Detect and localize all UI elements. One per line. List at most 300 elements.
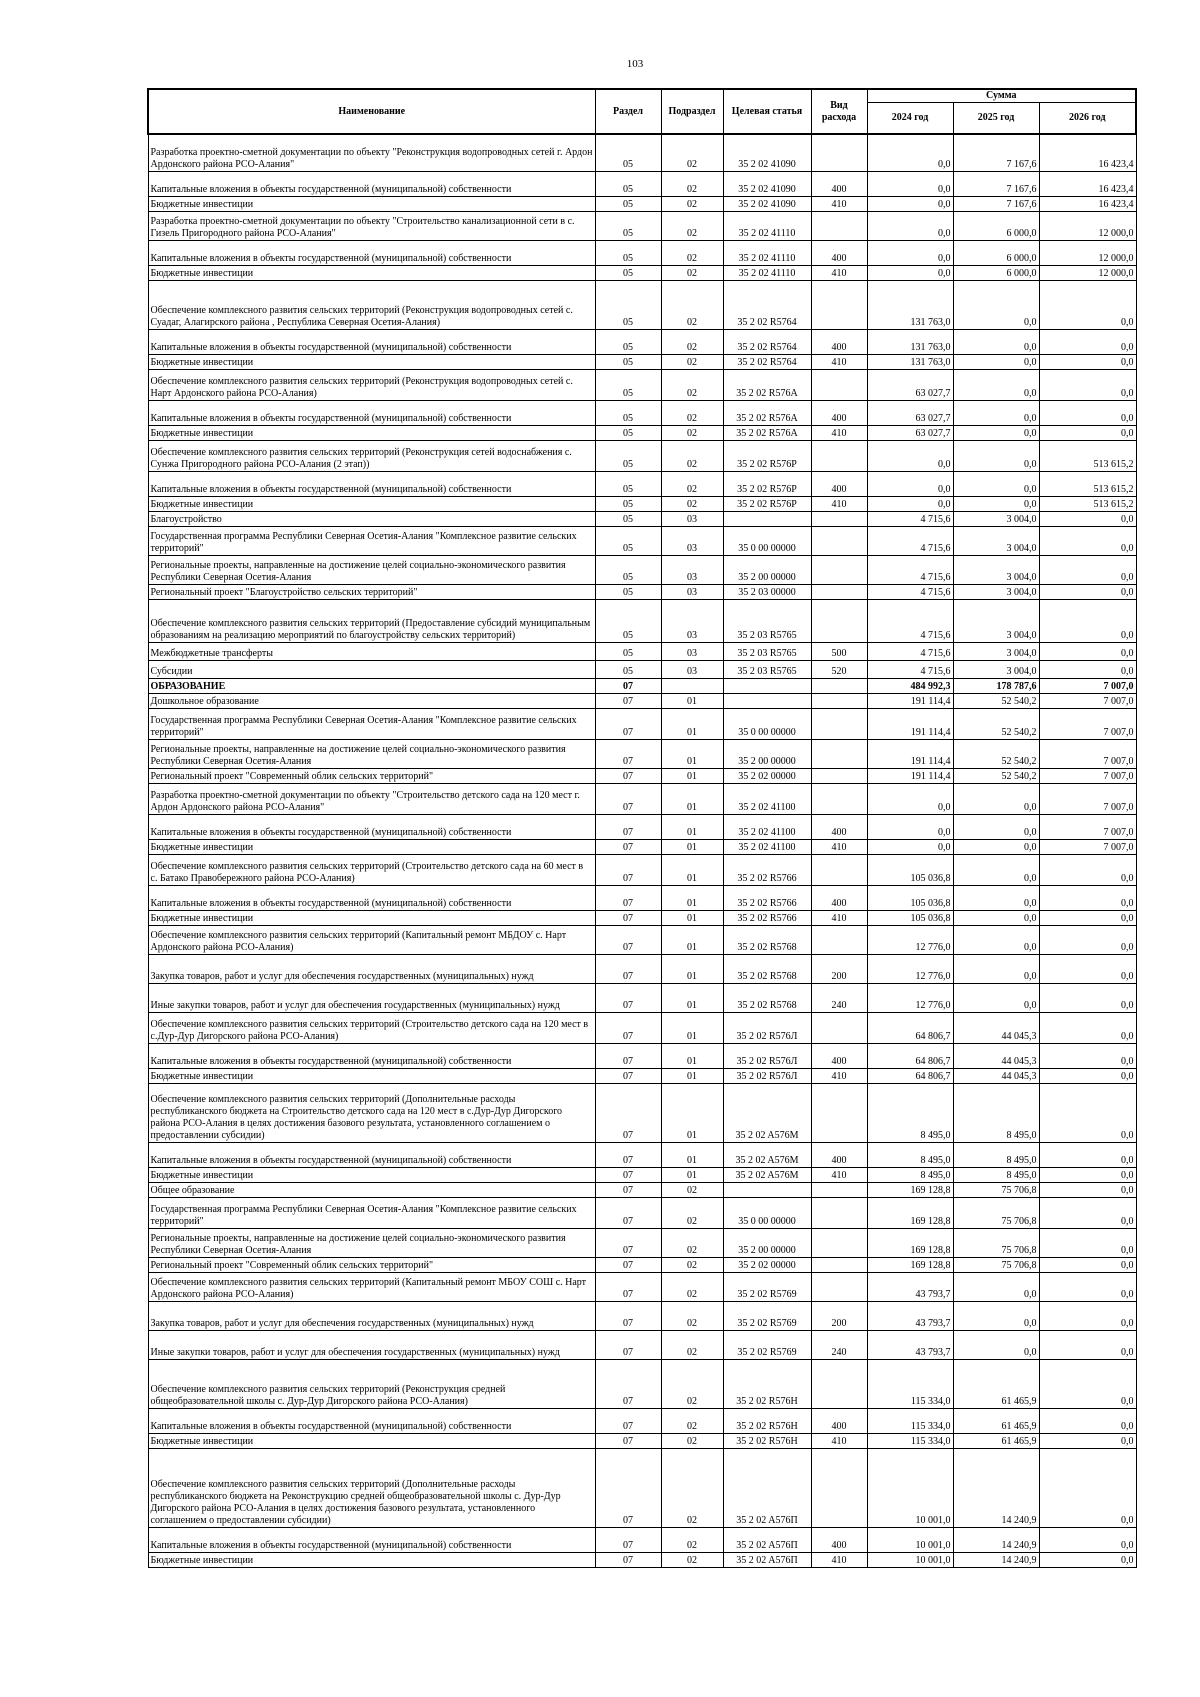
table-row: [148, 855, 1136, 886]
row-target-article: 35 2 02 00000: [723, 1258, 811, 1273]
row-target-article: 35 2 02 A576M: [723, 1168, 811, 1183]
row-expense-type: [811, 1360, 867, 1409]
row-amount-2024: 4 715,6: [867, 643, 953, 661]
row-amount-2025: 52 540,2: [953, 769, 1039, 784]
row-target-article: 35 2 02 R576A: [723, 401, 811, 426]
row-amount-2024: 105 036,8: [867, 911, 953, 926]
row-amount-2026: 0,0: [1039, 1434, 1136, 1449]
row-name: Бюджетные инвестиции: [148, 1069, 595, 1084]
row-amount-2026: 7 007,0: [1039, 840, 1136, 855]
row-podrazdel: 02: [661, 472, 723, 497]
row-amount-2025: 7 167,6: [953, 197, 1039, 212]
row-razdel: 05: [595, 585, 661, 600]
table-row: [148, 241, 1136, 266]
row-amount-2026: 0,0: [1039, 1143, 1136, 1168]
row-amount-2026: 7 007,0: [1039, 784, 1136, 815]
table-row: [148, 1143, 1136, 1168]
row-target-article: 35 2 00 00000: [723, 1229, 811, 1258]
row-target-article: 35 2 02 R576P: [723, 497, 811, 512]
row-target-article: 35 2 02 41110: [723, 266, 811, 281]
row-razdel: 07: [595, 769, 661, 784]
row-amount-2026: 0,0: [1039, 1331, 1136, 1360]
table-header: [148, 89, 1136, 134]
row-razdel: 05: [595, 355, 661, 370]
row-amount-2024: 43 793,7: [867, 1302, 953, 1331]
row-amount-2025: 3 004,0: [953, 527, 1039, 556]
row-amount-2026: 0,0: [1039, 426, 1136, 441]
row-expense-type: 520: [811, 661, 867, 679]
row-razdel: 07: [595, 1302, 661, 1331]
row-amount-2026: 0,0: [1039, 1528, 1136, 1553]
row-podrazdel: 03: [661, 600, 723, 643]
row-target-article: 35 2 00 00000: [723, 740, 811, 769]
row-amount-2025: 75 706,8: [953, 1258, 1039, 1273]
row-expense-type: [811, 441, 867, 472]
row-razdel: 05: [595, 281, 661, 330]
row-podrazdel: 01: [661, 709, 723, 740]
row-podrazdel: 01: [661, 815, 723, 840]
table-row: [148, 512, 1136, 527]
row-target-article: 35 2 02 A576M: [723, 1143, 811, 1168]
row-name: Капитальные вложения в объекты государственной (муниципальной) собственности: [148, 472, 595, 497]
row-amount-2024: 0,0: [867, 815, 953, 840]
table-row: [148, 769, 1136, 784]
row-amount-2025: 3 004,0: [953, 661, 1039, 679]
row-name: Бюджетные инвестиции: [148, 355, 595, 370]
row-razdel: 07: [595, 886, 661, 911]
row-amount-2026: 0,0: [1039, 1449, 1136, 1528]
row-target-article: 35 2 02 R576H: [723, 1434, 811, 1449]
row-expense-type: [811, 1198, 867, 1229]
row-amount-2024: 169 128,8: [867, 1183, 953, 1198]
row-podrazdel: 01: [661, 1143, 723, 1168]
row-razdel: 05: [595, 212, 661, 241]
row-name: Региональные проекты, направленные на достижение целей социально-экономического развития Республики Северная Осетия-Алания: [148, 1229, 595, 1258]
row-amount-2025: 3 004,0: [953, 585, 1039, 600]
table-row: [148, 740, 1136, 769]
row-amount-2024: 12 776,0: [867, 926, 953, 955]
row-amount-2024: 10 001,0: [867, 1553, 953, 1568]
row-amount-2024: 0,0: [867, 840, 953, 855]
row-amount-2024: 115 334,0: [867, 1434, 953, 1449]
row-amount-2024: 105 036,8: [867, 886, 953, 911]
row-amount-2026: 16 423,4: [1039, 172, 1136, 197]
row-amount-2024: 105 036,8: [867, 855, 953, 886]
row-name: Иные закупки товаров, работ и услуг для обеспечения государственных (муниципальных) нужд: [148, 1331, 595, 1360]
row-target-article: 35 2 03 R5765: [723, 661, 811, 679]
row-name: Капитальные вложения в объекты государственной (муниципальной) собственности: [148, 815, 595, 840]
row-podrazdel: [661, 679, 723, 694]
table-row: [148, 1273, 1136, 1302]
row-name: Субсидии: [148, 661, 595, 679]
row-razdel: 07: [595, 1258, 661, 1273]
row-name: Бюджетные инвестиции: [148, 840, 595, 855]
row-expense-type: 400: [811, 472, 867, 497]
row-podrazdel: 03: [661, 527, 723, 556]
table-row: [148, 840, 1136, 855]
header-celevaya: Целевая статья: [723, 89, 811, 134]
row-amount-2026: 16 423,4: [1039, 134, 1136, 172]
table-row: [148, 330, 1136, 355]
row-target-article: 35 2 02 41090: [723, 134, 811, 172]
row-name: Обеспечение комплексного развития сельских территорий (Реконструкция водопроводных сетей с. Суадаг, Алагирского района , Республика Северная Осетия-Алания): [148, 281, 595, 330]
row-amount-2024: 0,0: [867, 472, 953, 497]
row-amount-2026: 0,0: [1039, 556, 1136, 585]
row-amount-2026: 7 007,0: [1039, 679, 1136, 694]
row-target-article: 35 2 02 A576П: [723, 1553, 811, 1568]
row-amount-2024: 0,0: [867, 784, 953, 815]
row-target-article: 35 2 02 R576P: [723, 472, 811, 497]
row-target-article: 35 2 02 R5766: [723, 855, 811, 886]
row-podrazdel: 02: [661, 497, 723, 512]
row-razdel: 07: [595, 1360, 661, 1409]
row-name: Разработка проектно-сметной документации по объекту "Реконструкция водопроводных сетей г. Ардон Ардонского района РСО-Алания": [148, 134, 595, 172]
row-amount-2024: 191 114,4: [867, 769, 953, 784]
row-amount-2024: 191 114,4: [867, 740, 953, 769]
row-amount-2026: 0,0: [1039, 1084, 1136, 1143]
row-name: Бюджетные инвестиции: [148, 197, 595, 212]
header-vid: Вид расхода: [811, 89, 867, 134]
row-amount-2026: 513 615,2: [1039, 441, 1136, 472]
row-target-article: 35 2 02 R5768: [723, 984, 811, 1013]
row-podrazdel: 02: [661, 1528, 723, 1553]
row-expense-type: 410: [811, 911, 867, 926]
row-name: Обеспечение комплексного развития сельских территорий (Реконструкция сетей водоснабжения с. Сунжа Пригородного района РСО-Алания (2 этап)): [148, 441, 595, 472]
row-expense-type: [811, 679, 867, 694]
header-2026: 2026 год: [1039, 103, 1136, 135]
row-razdel: 07: [595, 955, 661, 984]
row-name: Бюджетные инвестиции: [148, 1553, 595, 1568]
row-amount-2025: 3 004,0: [953, 512, 1039, 527]
row-expense-type: 400: [811, 815, 867, 840]
row-amount-2026: 0,0: [1039, 527, 1136, 556]
row-amount-2024: 169 128,8: [867, 1198, 953, 1229]
row-expense-type: [811, 855, 867, 886]
row-podrazdel: 01: [661, 1069, 723, 1084]
row-podrazdel: 02: [661, 426, 723, 441]
row-amount-2026: 0,0: [1039, 1302, 1136, 1331]
row-podrazdel: 01: [661, 694, 723, 709]
row-expense-type: 400: [811, 241, 867, 266]
row-target-article: [723, 694, 811, 709]
row-amount-2024: 115 334,0: [867, 1409, 953, 1434]
row-podrazdel: 01: [661, 769, 723, 784]
row-amount-2025: 0,0: [953, 1273, 1039, 1302]
row-name: Разработка проектно-сметной документации по объекту "Строительство канализационной сети в с. Гизель Пригородного района РСО-Алания": [148, 212, 595, 241]
row-razdel: 05: [595, 600, 661, 643]
row-amount-2025: 0,0: [953, 330, 1039, 355]
row-target-article: 35 2 02 R5766: [723, 886, 811, 911]
row-amount-2024: 12 776,0: [867, 984, 953, 1013]
table-row: [148, 1302, 1136, 1331]
row-target-article: 35 2 02 R576Л: [723, 1013, 811, 1044]
row-name: Обеспечение комплексного развития сельских территорий (Строительство детского сада на 60 мест в с. Батако Правобережного района РСО-Алания): [148, 855, 595, 886]
row-name: Капитальные вложения в объекты государственной (муниципальной) собственности: [148, 1409, 595, 1434]
row-amount-2024: 191 114,4: [867, 694, 953, 709]
row-amount-2025: 3 004,0: [953, 600, 1039, 643]
row-podrazdel: 03: [661, 661, 723, 679]
row-razdel: 07: [595, 1069, 661, 1084]
row-razdel: 07: [595, 694, 661, 709]
table-row: [148, 401, 1136, 426]
row-name: Капитальные вложения в объекты государственной (муниципальной) собственности: [148, 330, 595, 355]
row-amount-2026: 0,0: [1039, 1258, 1136, 1273]
row-amount-2024: 131 763,0: [867, 355, 953, 370]
table-row: [148, 355, 1136, 370]
row-name: Общее образование: [148, 1183, 595, 1198]
row-expense-type: 240: [811, 984, 867, 1013]
row-target-article: 35 2 02 A576П: [723, 1449, 811, 1528]
row-amount-2025: 7 167,6: [953, 172, 1039, 197]
row-amount-2025: 14 240,9: [953, 1449, 1039, 1528]
row-amount-2026: 0,0: [1039, 1229, 1136, 1258]
row-podrazdel: 02: [661, 1434, 723, 1449]
row-amount-2026: 0,0: [1039, 1044, 1136, 1069]
row-name: Бюджетные инвестиции: [148, 426, 595, 441]
row-name: Обеспечение комплексного развития сельских территорий (Капитальный ремонт МБОУ СОШ с. Нарт Ардонского района РСО-Алания): [148, 1273, 595, 1302]
row-expense-type: [811, 926, 867, 955]
row-amount-2025: 0,0: [953, 955, 1039, 984]
row-name: Капитальные вложения в объекты государственной (муниципальной) собственности: [148, 886, 595, 911]
row-razdel: 07: [595, 1273, 661, 1302]
row-target-article: 35 2 03 R5765: [723, 643, 811, 661]
row-amount-2026: 0,0: [1039, 512, 1136, 527]
row-name: Обеспечение комплексного развития сельских территорий (Дополнительные расходы республиканского бюджета на Строительство детского сада на 120 мест в с.Дур-Дур Дигорского района РСО-Алания в целях достижения базового результата, установленного соглашением о предоставлении субсидии): [148, 1084, 595, 1143]
table-row: [148, 661, 1136, 679]
row-target-article: 35 2 00 00000: [723, 556, 811, 585]
row-expense-type: [811, 134, 867, 172]
row-podrazdel: 02: [661, 266, 723, 281]
row-amount-2025: 61 465,9: [953, 1360, 1039, 1409]
row-amount-2025: 8 495,0: [953, 1084, 1039, 1143]
header-name: Наименование: [148, 89, 595, 134]
row-expense-type: [811, 281, 867, 330]
table-row: [148, 926, 1136, 955]
row-amount-2024: 0,0: [867, 134, 953, 172]
table-row: [148, 1409, 1136, 1434]
row-amount-2024: 4 715,6: [867, 556, 953, 585]
row-target-article: 35 2 02 R5769: [723, 1331, 811, 1360]
table-row: [148, 1258, 1136, 1273]
row-amount-2025: 14 240,9: [953, 1553, 1039, 1568]
header-2025: 2025 год: [953, 103, 1039, 135]
row-amount-2024: 4 715,6: [867, 512, 953, 527]
table-row: [148, 600, 1136, 643]
row-amount-2025: 0,0: [953, 1302, 1039, 1331]
row-amount-2024: 131 763,0: [867, 330, 953, 355]
row-razdel: 07: [595, 1409, 661, 1434]
row-amount-2025: 61 465,9: [953, 1409, 1039, 1434]
row-name: Бюджетные инвестиции: [148, 266, 595, 281]
row-name: Бюджетные инвестиции: [148, 497, 595, 512]
row-expense-type: [811, 527, 867, 556]
row-amount-2024: 63 027,7: [867, 370, 953, 401]
row-amount-2024: 43 793,7: [867, 1273, 953, 1302]
row-target-article: 35 2 02 R5764: [723, 355, 811, 370]
row-amount-2026: 0,0: [1039, 401, 1136, 426]
row-razdel: 05: [595, 197, 661, 212]
row-amount-2026: 12 000,0: [1039, 241, 1136, 266]
row-expense-type: 400: [811, 330, 867, 355]
row-name: Благоустройство: [148, 512, 595, 527]
table-row: [148, 679, 1136, 694]
row-podrazdel: 03: [661, 585, 723, 600]
row-expense-type: 410: [811, 1069, 867, 1084]
row-amount-2026: 0,0: [1039, 984, 1136, 1013]
table-row: [148, 472, 1136, 497]
row-amount-2024: 0,0: [867, 441, 953, 472]
row-name: ОБРАЗОВАНИЕ: [148, 679, 595, 694]
table-row: [148, 911, 1136, 926]
row-amount-2024: 43 793,7: [867, 1331, 953, 1360]
row-podrazdel: 01: [661, 840, 723, 855]
row-amount-2024: 191 114,4: [867, 709, 953, 740]
row-amount-2026: 0,0: [1039, 661, 1136, 679]
row-razdel: 05: [595, 401, 661, 426]
row-amount-2024: 4 715,6: [867, 661, 953, 679]
row-expense-type: [811, 1183, 867, 1198]
row-amount-2025: 178 787,6: [953, 679, 1039, 694]
table-row: [148, 197, 1136, 212]
row-target-article: 35 2 02 R576A: [723, 370, 811, 401]
row-amount-2026: 0,0: [1039, 1013, 1136, 1044]
row-expense-type: [811, 709, 867, 740]
row-podrazdel: 03: [661, 643, 723, 661]
row-amount-2025: 0,0: [953, 401, 1039, 426]
row-podrazdel: 02: [661, 1302, 723, 1331]
row-podrazdel: 01: [661, 1084, 723, 1143]
row-expense-type: 410: [811, 355, 867, 370]
row-razdel: 05: [595, 370, 661, 401]
row-amount-2025: 75 706,8: [953, 1229, 1039, 1258]
row-podrazdel: 02: [661, 1331, 723, 1360]
table-row: [148, 643, 1136, 661]
row-amount-2025: 0,0: [953, 911, 1039, 926]
row-amount-2024: 0,0: [867, 497, 953, 512]
row-amount-2026: 0,0: [1039, 1553, 1136, 1568]
table-row: [148, 1434, 1136, 1449]
row-razdel: 05: [595, 472, 661, 497]
row-amount-2026: 0,0: [1039, 911, 1136, 926]
row-expense-type: [811, 694, 867, 709]
row-name: Межбюджетные трансферты: [148, 643, 595, 661]
row-target-article: 35 2 02 R5764: [723, 330, 811, 355]
row-name: Обеспечение комплексного развития сельских территорий (Капитальный ремонт МБДОУ с. Нарт Ардонского района РСО-Алания): [148, 926, 595, 955]
row-amount-2024: 0,0: [867, 172, 953, 197]
table-row: [148, 497, 1136, 512]
row-amount-2026: 0,0: [1039, 955, 1136, 984]
row-podrazdel: 02: [661, 370, 723, 401]
row-podrazdel: 01: [661, 911, 723, 926]
row-podrazdel: 02: [661, 1229, 723, 1258]
row-razdel: 07: [595, 1434, 661, 1449]
row-razdel: 07: [595, 1528, 661, 1553]
row-expense-type: 400: [811, 1528, 867, 1553]
row-amount-2024: 169 128,8: [867, 1258, 953, 1273]
row-amount-2025: 0,0: [953, 370, 1039, 401]
row-expense-type: 410: [811, 426, 867, 441]
row-expense-type: [811, 600, 867, 643]
row-target-article: 35 2 02 41110: [723, 212, 811, 241]
row-razdel: 07: [595, 984, 661, 1013]
row-target-article: 35 2 02 41100: [723, 840, 811, 855]
row-razdel: 07: [595, 1553, 661, 1568]
row-name: Обеспечение комплексного развития сельских территорий (Строительство детского сада на 120 мест в с.Дур-Дур Дигорского района РСО-Алания): [148, 1013, 595, 1044]
row-amount-2025: 44 045,3: [953, 1013, 1039, 1044]
row-target-article: 35 2 02 R576A: [723, 426, 811, 441]
row-name: Закупка товаров, работ и услуг для обеспечения государственных (муниципальных) нужд: [148, 1302, 595, 1331]
table-row: [148, 134, 1136, 172]
row-razdel: 07: [595, 1198, 661, 1229]
row-amount-2025: 6 000,0: [953, 266, 1039, 281]
row-name: Дошкольное образование: [148, 694, 595, 709]
row-name: Государственная программа Республики Северная Осетия-Алания "Комплексное развитие сельских территорий": [148, 527, 595, 556]
row-amount-2025: 14 240,9: [953, 1528, 1039, 1553]
row-podrazdel: 01: [661, 984, 723, 1013]
row-amount-2025: 6 000,0: [953, 212, 1039, 241]
row-amount-2026: 0,0: [1039, 1198, 1136, 1229]
row-amount-2024: 12 776,0: [867, 955, 953, 984]
row-name: Государственная программа Республики Северная Осетия-Алания "Комплексное развитие сельских территорий": [148, 1198, 595, 1229]
row-razdel: 05: [595, 426, 661, 441]
row-amount-2024: 4 715,6: [867, 527, 953, 556]
row-podrazdel: 02: [661, 212, 723, 241]
row-razdel: 07: [595, 784, 661, 815]
row-amount-2026: 0,0: [1039, 855, 1136, 886]
row-podrazdel: 02: [661, 1273, 723, 1302]
row-podrazdel: 02: [661, 172, 723, 197]
row-razdel: 07: [595, 840, 661, 855]
row-amount-2025: 0,0: [953, 1331, 1039, 1360]
row-amount-2024: 63 027,7: [867, 426, 953, 441]
row-razdel: 07: [595, 815, 661, 840]
row-amount-2025: 44 045,3: [953, 1044, 1039, 1069]
table-row: [148, 212, 1136, 241]
row-amount-2026: 16 423,4: [1039, 197, 1136, 212]
row-amount-2024: 484 992,3: [867, 679, 953, 694]
row-name: Капитальные вложения в объекты государственной (муниципальной) собственности: [148, 1044, 595, 1069]
row-amount-2026: 0,0: [1039, 1360, 1136, 1409]
row-podrazdel: 02: [661, 134, 723, 172]
row-expense-type: 410: [811, 1434, 867, 1449]
row-podrazdel: 02: [661, 1553, 723, 1568]
row-target-article: 35 2 02 A576M: [723, 1084, 811, 1143]
row-amount-2026: 7 007,0: [1039, 709, 1136, 740]
header-razdel: Раздел: [595, 89, 661, 134]
row-name: Региональные проекты, направленные на достижение целей социально-экономического развития Республики Северная Осетия-Алания: [148, 556, 595, 585]
row-name: Иные закупки товаров, работ и услуг для обеспечения государственных (муниципальных) нужд: [148, 984, 595, 1013]
row-amount-2025: 0,0: [953, 815, 1039, 840]
row-expense-type: [811, 1229, 867, 1258]
budget-table: [147, 88, 1137, 1568]
table-row: [148, 281, 1136, 330]
row-razdel: 07: [595, 1449, 661, 1528]
row-amount-2026: 7 007,0: [1039, 694, 1136, 709]
row-target-article: 35 2 02 R5766: [723, 911, 811, 926]
row-amount-2026: 513 615,2: [1039, 472, 1136, 497]
row-target-article: 35 2 02 41100: [723, 784, 811, 815]
table-row: [148, 585, 1136, 600]
row-expense-type: [811, 1449, 867, 1528]
row-amount-2025: 44 045,3: [953, 1069, 1039, 1084]
row-amount-2026: 0,0: [1039, 355, 1136, 370]
row-amount-2026: 7 007,0: [1039, 815, 1136, 840]
row-amount-2026: 0,0: [1039, 1168, 1136, 1183]
row-amount-2026: 513 615,2: [1039, 497, 1136, 512]
row-amount-2025: 0,0: [953, 784, 1039, 815]
row-razdel: 07: [595, 911, 661, 926]
row-target-article: 35 2 03 R5765: [723, 600, 811, 643]
